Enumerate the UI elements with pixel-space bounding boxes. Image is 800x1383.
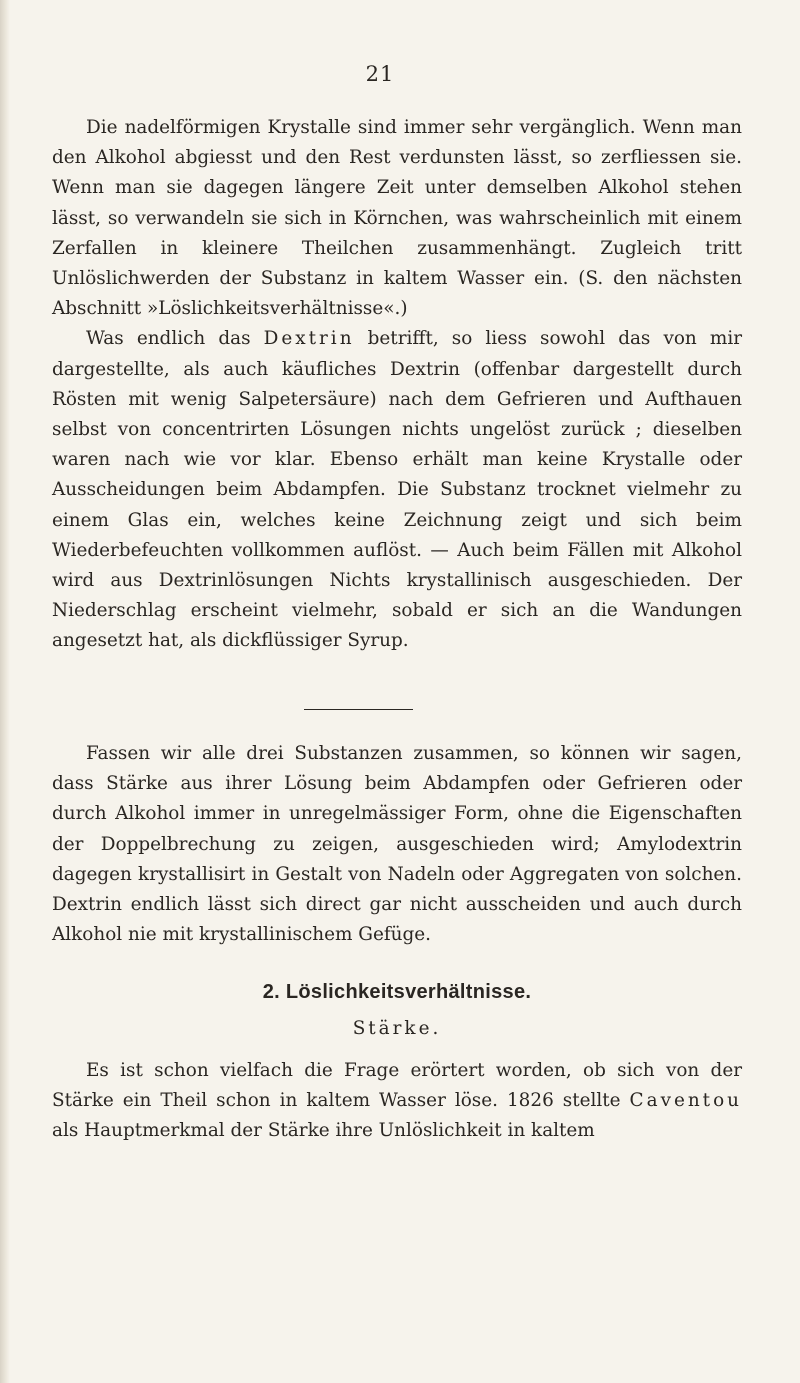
text-section-1: [52, 113, 742, 657]
paragraph-solubility-lead: Es ist schon vielfach die Frage erörtert worden, ob sich von der Stärke ein Theil schon in kaltem Wasser löse. 1826 stellte: [52, 1060, 742, 1112]
text-section-2: [52, 739, 742, 950]
emphasized-term-dextrin: Dextrin: [263, 328, 355, 350]
section-subheading: Stärke.: [352, 1018, 442, 1039]
text-section-3: [52, 1056, 742, 1147]
paragraph-dextrin-lead: Was endlich das: [86, 328, 264, 350]
paragraph-solubility-rest: als Hauptmerkmal der Stärke ihre Unlöslichkeit in kaltem: [52, 1120, 595, 1142]
page-binding-edge: [0, 0, 10, 1383]
section-heading: 2. Löslichkeitsverhältnisse.: [262, 981, 532, 1003]
section-divider-rule: [304, 709, 413, 710]
emphasized-name-caventou: Caventou: [629, 1090, 742, 1112]
page-number: 21: [365, 62, 395, 86]
paragraph-needle-crystals: Die nadelförmigen Krystalle sind immer sehr vergänglich. Wenn man den Alkohol abgiesst und den Rest verdunsten lässt, so zerfliessen sie. Wenn man sie dagegen längere Zeit unter demselben Alkohol stehen lässt, so verwandeln sie sich in Körnchen, was wahrscheinlich mit einem Zerfallen in kleinere Theilchen zusammenhängt. Zugleich tritt Unlöslichwerden der Substanz in kaltem Wasser ein. (S. den nächsten Abschnitt »Löslichkeitsverhältnisse«.): [52, 117, 742, 320]
paragraph-dextrin: [52, 324, 742, 656]
paragraph-solubility: [52, 1056, 742, 1147]
paragraph-dextrin-rest: betrifft, so liess sowohl das von mir dargestellte, als auch käufliches Dextrin (offenbar dargestellt durch Rösten mit wenig Salpetersäure) nach dem Gefrieren und Aufthauen selbst von concentrirten Lösungen nichts ungelöst zurück ; dieselben waren nach wie vor klar. Ebenso erhält man keine Krystalle oder Ausscheidungen beim Abdampfen. Die Substanz trocknet vielmehr zu einem Glas ein, welches keine Zeichnung zeigt und sich beim Wiederbefeuchten vollkommen auflöst. — Auch beim Fällen mit Alkohol wird aus Dextrinlösungen Nichts krystallinisch ausgeschieden. Der Niederschlag erscheint vielmehr, sobald er sich an die Wandungen angesetzt hat, als dickflüssiger Syrup.: [52, 328, 743, 652]
paragraph-summary: Fassen wir alle drei Substanzen zusammen, so können wir sagen, dass Stärke aus ihrer Lösung beim Abdampfen oder Gefrieren oder durch Alkohol immer in unregelmässiger Form, ohne die Eigenschaften der Doppelbrechung zu zeigen, ausgeschieden wird; Amylodextrin dagegen krystallisirt in Gestalt von Nadeln oder Aggregaten von solchen. Dextrin endlich lässt sich direct gar nicht ausscheiden und auch durch Alkohol nie mit krystallinischem Gefüge.: [52, 743, 742, 946]
